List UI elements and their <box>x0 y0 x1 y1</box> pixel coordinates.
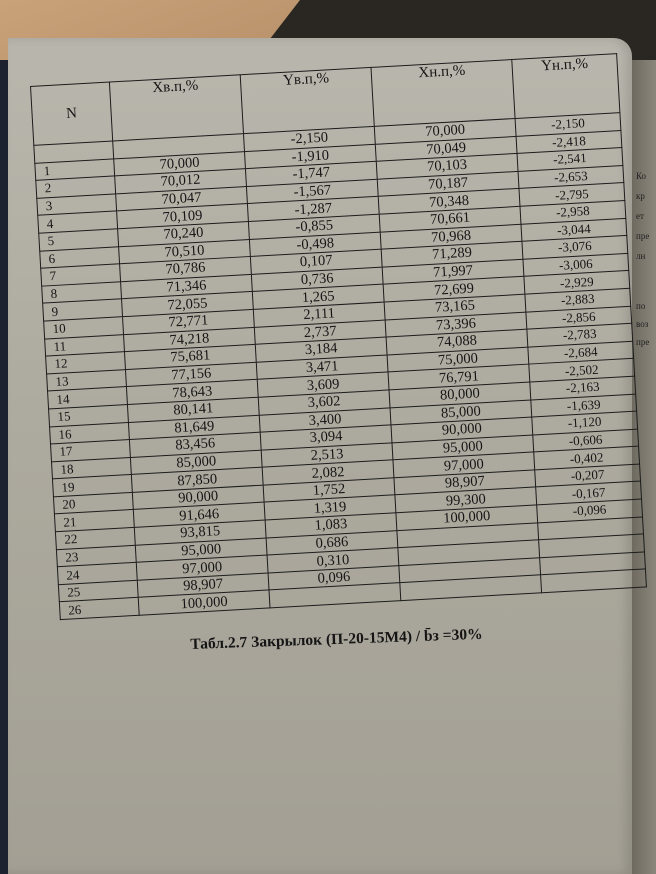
row-number: 26 <box>59 598 139 620</box>
y-lower-cell: -3,006 <box>523 253 629 276</box>
x-lower-cell: 70,348 <box>378 189 520 214</box>
edge-text-2: кр <box>636 191 645 201</box>
y-upper-cell: -2,150 <box>243 126 375 151</box>
edge-text-7: воз <box>636 319 649 329</box>
x-upper-cell: 70,047 <box>116 186 248 211</box>
edge-text-5: лн <box>636 251 646 261</box>
y-lower-cell: -2,958 <box>520 200 626 223</box>
row-number: 23 <box>56 545 136 567</box>
x-lower-cell: 70,049 <box>375 136 517 161</box>
row-number: 9 <box>43 299 123 321</box>
y-lower-cell: -0,207 <box>535 464 641 487</box>
x-upper-cell: 72,771 <box>123 309 255 334</box>
x-lower-cell: 80,000 <box>389 382 531 407</box>
row-number: 18 <box>51 457 131 479</box>
y-upper-cell: 1,319 <box>264 495 396 520</box>
y-upper-cell: 0,107 <box>250 249 382 274</box>
y-upper-cell: -1,287 <box>247 197 379 222</box>
y-upper-cell: -1,910 <box>244 144 376 169</box>
row-number: 24 <box>57 563 137 585</box>
y-upper-cell: 3,609 <box>257 372 389 397</box>
y-upper-cell: -1,567 <box>246 179 378 204</box>
x-lower-cell: 75,000 <box>387 347 529 372</box>
edge-text-1: Ко <box>636 171 647 181</box>
header-y-upper: Yв.п,% <box>240 67 374 133</box>
x-upper-cell: 95,000 <box>135 538 267 563</box>
x-upper-cell: 72,055 <box>122 292 254 317</box>
y-lower-cell: -0,402 <box>534 446 640 469</box>
edge-text-8: пре <box>636 337 650 347</box>
y-lower-cell: -0,606 <box>533 429 639 452</box>
y-lower-cell: -2,684 <box>528 341 634 364</box>
y-upper-cell: -0,498 <box>249 232 381 257</box>
x-lower-cell: 76,791 <box>388 364 530 389</box>
x-lower-cell: 85,000 <box>390 400 532 425</box>
x-upper-cell: 100,000 <box>138 590 270 615</box>
x-upper-cell: 80,141 <box>127 397 259 422</box>
edge-text-4: пре <box>636 231 650 241</box>
y-lower-cell: -2,929 <box>524 271 630 294</box>
x-lower-cell: 97,000 <box>393 452 535 477</box>
y-lower-cell: -2,163 <box>530 376 636 399</box>
x-upper-cell: 75,681 <box>124 344 256 369</box>
x-upper-cell: 81,649 <box>128 415 260 440</box>
x-lower-cell: 70,661 <box>379 206 521 231</box>
x-upper-cell: 97,000 <box>136 555 268 580</box>
x-upper-cell: 93,815 <box>134 520 266 545</box>
x-lower-cell: 70,000 <box>374 118 516 143</box>
x-lower-cell: 98,907 <box>394 470 536 495</box>
y-upper-cell: 0,310 <box>267 548 399 573</box>
x-lower-cell: 100,000 <box>396 505 538 530</box>
x-upper-cell: 70,109 <box>117 204 249 229</box>
x-lower-cell: 72,699 <box>383 277 525 302</box>
x-lower-cell: 74,088 <box>386 329 528 354</box>
header-y-lower: Yн.п,% <box>512 54 620 119</box>
y-upper-cell: 3,471 <box>256 355 388 380</box>
x-upper-cell: 70,000 <box>114 151 246 176</box>
row-number: 2 <box>36 176 116 198</box>
x-lower-cell: 70,968 <box>380 224 522 249</box>
row-number: 20 <box>53 492 133 514</box>
y-upper-cell: 3,094 <box>260 425 392 450</box>
row-number: 10 <box>44 317 124 339</box>
x-upper-cell: 98,907 <box>137 573 269 598</box>
x-upper-cell: 90,000 <box>132 485 264 510</box>
y-lower-cell: -3,076 <box>522 236 628 259</box>
x-upper-cell: 78,643 <box>126 380 258 405</box>
y-upper-cell: 2,737 <box>254 320 386 345</box>
y-lower-cell: -3,044 <box>521 218 627 241</box>
x-lower-cell: 73,396 <box>385 312 527 337</box>
y-upper-cell: -0,855 <box>248 214 380 239</box>
coordinates-table <box>30 53 647 620</box>
y-upper-cell: 1,083 <box>265 513 397 538</box>
row-number: 5 <box>39 229 119 251</box>
table-caption: Табл.2.7 Закрылок (П-20-15М4) / b̄з =30% <box>190 625 483 653</box>
x-upper-cell: 70,012 <box>115 169 247 194</box>
x-upper-cell: 74,218 <box>124 327 256 352</box>
row-number: 8 <box>42 281 122 303</box>
y-lower-cell: -1,639 <box>531 394 637 417</box>
y-upper-cell: 2,082 <box>262 460 394 485</box>
y-lower-cell: -2,856 <box>526 306 632 329</box>
row-number: 7 <box>41 264 121 286</box>
row-number: 13 <box>47 369 127 391</box>
row-number: 6 <box>40 246 120 268</box>
data-table-wrapper <box>30 53 656 656</box>
x-upper-cell: 85,000 <box>130 450 262 475</box>
x-lower-cell: 70,103 <box>376 154 518 179</box>
y-upper-cell: 0,096 <box>268 566 400 591</box>
x-lower-cell: 90,000 <box>391 417 533 442</box>
row-number: 25 <box>58 580 138 602</box>
y-lower-cell: -2,150 <box>515 113 621 136</box>
y-lower-cell: -2,541 <box>517 148 623 171</box>
y-upper-cell: 0,736 <box>251 267 383 292</box>
y-lower-cell: -0,096 <box>537 499 643 522</box>
y-upper-cell: 1,752 <box>263 478 395 503</box>
header-x-lower: Xн.п,% <box>371 60 515 127</box>
y-upper-cell: 2,513 <box>261 443 393 468</box>
y-upper-cell: 2,111 <box>253 302 385 327</box>
x-lower-cell: 95,000 <box>392 435 534 460</box>
row-number: 19 <box>52 475 132 497</box>
row-number: 15 <box>49 404 129 426</box>
y-lower-cell: -2,653 <box>518 165 624 188</box>
x-lower-cell: 73,165 <box>384 294 526 319</box>
y-upper-cell: 3,400 <box>259 407 391 432</box>
x-upper-cell: 91,646 <box>133 503 265 528</box>
row-number: 12 <box>46 352 126 374</box>
row-number: 1 <box>35 159 115 181</box>
row-number: 14 <box>48 387 128 409</box>
row-number: 22 <box>55 527 135 549</box>
x-lower-cell: 99,300 <box>395 487 537 512</box>
y-lower-cell: -2,883 <box>525 288 631 311</box>
row-number: 3 <box>37 194 117 216</box>
y-upper-cell: 3,184 <box>255 337 387 362</box>
x-upper-cell: 87,850 <box>131 467 263 492</box>
row-number: 17 <box>51 440 131 462</box>
y-lower-cell: -2,783 <box>527 323 633 346</box>
y-lower-cell: -2,795 <box>519 183 625 206</box>
x-upper-cell: 77,156 <box>125 362 257 387</box>
x-lower-cell: 71,289 <box>381 241 523 266</box>
y-lower-cell: -1,120 <box>532 411 638 434</box>
y-lower-cell: -2,418 <box>516 130 622 153</box>
y-upper-cell: -1,747 <box>245 161 377 186</box>
edge-text-6: по <box>636 301 646 311</box>
row-number: 11 <box>45 334 125 356</box>
y-upper-cell: 1,265 <box>252 284 384 309</box>
header-x-upper: Xв.п,% <box>109 75 243 141</box>
x-upper-cell: 70,786 <box>120 257 252 282</box>
y-upper-cell: 0,686 <box>266 530 398 555</box>
x-lower-cell: 71,997 <box>382 259 524 284</box>
y-lower-cell: -2,502 <box>529 359 635 382</box>
x-upper-cell: 70,510 <box>119 239 251 264</box>
header-n: N <box>31 82 113 145</box>
row-number: 4 <box>38 211 118 233</box>
x-lower-cell: 70,187 <box>377 171 519 196</box>
edge-text-3: ет <box>636 211 644 221</box>
x-upper-cell: 83,456 <box>129 432 261 457</box>
row-number: 21 <box>54 510 134 532</box>
y-lower-cell: -0,167 <box>536 482 642 505</box>
y-upper-cell: 3,602 <box>258 390 390 415</box>
x-upper-cell: 71,346 <box>121 274 253 299</box>
x-upper-cell: 70,240 <box>118 221 250 246</box>
row-number: 16 <box>50 422 130 444</box>
